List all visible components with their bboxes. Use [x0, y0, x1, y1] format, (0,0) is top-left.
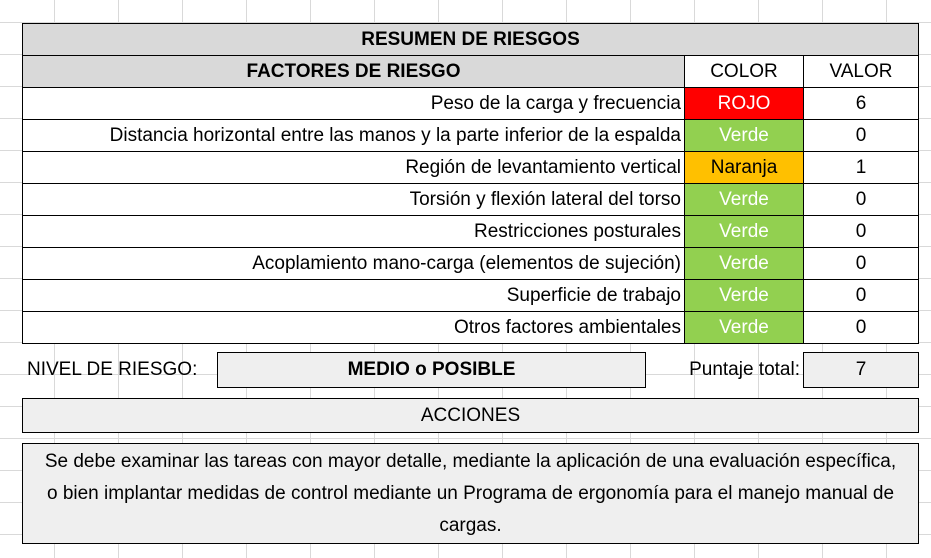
- factor-label: Acoplamiento mano-carga (elementos de sujeción): [22, 247, 685, 280]
- risk-color-badge: Verde: [684, 247, 804, 280]
- risk-color-badge: Verde: [684, 183, 804, 216]
- risk-value: 1: [803, 151, 919, 184]
- risk-value: 0: [803, 183, 919, 216]
- risk-value: 6: [803, 87, 919, 120]
- factor-label: Restricciones posturales: [22, 215, 685, 248]
- color-header: COLOR: [684, 55, 804, 88]
- risk-color-badge: Naranja: [684, 151, 804, 184]
- risk-color-badge: Verde: [684, 215, 804, 248]
- risk-level-label: NIVEL DE RIESGO:: [27, 359, 198, 380]
- value-header: VALOR: [803, 55, 919, 88]
- factor-label: Superficie de trabajo: [22, 279, 685, 312]
- risk-value: 0: [803, 119, 919, 152]
- summary-title: RESUMEN DE RIESGOS: [22, 23, 919, 56]
- factors-header: FACTORES DE RIESGO: [22, 55, 685, 88]
- risk-color-badge: Verde: [684, 119, 804, 152]
- risk-level-value: MEDIO o POSIBLE: [217, 352, 646, 388]
- factor-label: Región de levantamiento vertical: [22, 151, 685, 184]
- risk-value: 0: [803, 279, 919, 312]
- factor-label: Torsión y flexión lateral del torso: [22, 183, 685, 216]
- total-score-label: Puntaje total:: [689, 359, 800, 380]
- risk-value: 0: [803, 247, 919, 280]
- actions-text: Se debe examinar las tareas con mayor detalle, mediante la aplicación de una evaluación específica, o bien implantar medidas de control mediante un Programa de ergonomía para el manejo manual de cargas.: [22, 443, 919, 544]
- total-score-value: 7: [803, 352, 919, 388]
- risk-value: 0: [803, 311, 919, 344]
- risk-color-badge: Verde: [684, 279, 804, 312]
- factor-label: Peso de la carga y frecuencia: [22, 87, 685, 120]
- risk-color-badge: Verde: [684, 311, 804, 344]
- risk-value: 0: [803, 215, 919, 248]
- factor-label: Distancia horizontal entre las manos y la parte inferior de la espalda: [22, 119, 685, 152]
- actions-title: ACCIONES: [22, 398, 919, 433]
- risk-color-badge: ROJO: [684, 87, 804, 120]
- factor-label: Otros factores ambientales: [22, 311, 685, 344]
